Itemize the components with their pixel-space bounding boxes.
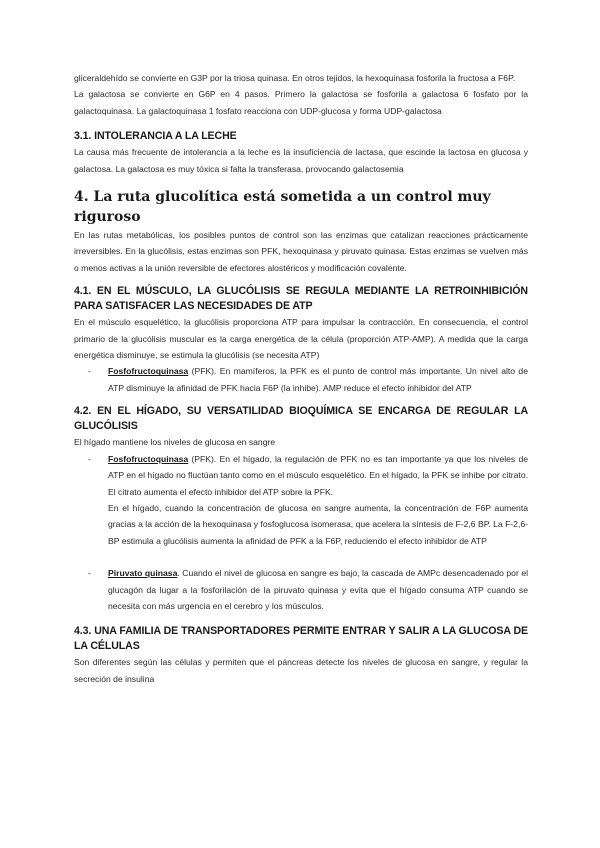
list-item	[74, 565, 528, 614]
bullet-dash: -	[88, 453, 91, 464]
section-4-2-text: El hígado mantiene los niveles de glucosa en sangre	[74, 437, 276, 448]
list-item	[74, 363, 528, 396]
bullet-dash: -	[88, 366, 91, 377]
document-page	[74, 70, 528, 687]
term-piruvato-quinasa: Piruvato quinasa	[108, 568, 178, 579]
list-item-continuation	[74, 500, 528, 549]
list-item	[74, 451, 528, 500]
section-4-1-text: En el músculo esquelético, la glucólisis proporciona ATP para impulsar la contracción. En consecuencia, el control primario de la glucólisis muscular es la carga energética de la célula (proporción ATP-AMP). A medida que la carga energética disminuye, se estimula la glucólisis (se necesita ATP)	[74, 317, 528, 361]
bullet-body	[108, 451, 528, 500]
section-4-3-heading: 4.3. UNA FAMILIA DE TRANSPORTADORES PERMITE ENTRAR Y SALIR A LA GLUCOSA DE LA CÉLULAS	[74, 625, 528, 653]
section-3-1-text: La causa más frecuente de intolerancia a la leche es la insuficiencia de lactasa, que escinde la lactosa en glucosa y galactosa. La galactosa es muy tóxica si falta la transferasa, provocando galactosemia	[74, 147, 528, 174]
bullet-text: (PFK). En el hígado, la regulación de PFK no es tan importante ya que los niveles de ATP en el hígado no fluctúan tanto como en el músculo esquelético. En el hígado, la PFK se inhibe por citrato. El citrato aumenta el efecto inhibidor del ATP sobre la PFK.	[108, 453, 528, 497]
bullet-body	[108, 363, 528, 396]
bullet-continuation-text: En el hígado, cuando la concentración de glucosa en sangre aumenta, la concentración de F6P aumenta gracias a la acción de la hexoquinasa y fosfoglucosa isomerasa, que acelera la síntesis de F-2,6 BP. La F-2,6-BP estimula a glucólisis aumenta la afinidad de PFK a la F6P, reduciendo el efecto inhibidor de ATP	[108, 502, 528, 546]
bullet-text: (PFK). En mamíferos, la PFK es el punto de control más importante. Un nivel alto de ATP disminuye la afinidad de PFK hacia F6P (la inhibe). AMP reduce el efecto inhibidor del ATP	[108, 366, 528, 393]
term-fosfofructoquinasa: Fosfofructoquinasa	[108, 366, 189, 377]
section-4-heading: 4. La ruta glucolítica está sometida a un control muy riguroso	[74, 189, 491, 226]
term-fosfofructoquinasa: Fosfofructoquinasa	[108, 453, 189, 464]
bullet-text: . Cuando el nivel de glucosa en sangre es bajo, la cascada de AMPc desencadenado por el glucagón da lugar a la fosforilación de la piruvato quinasa y evita que el hígado consuma ATP cuando se necesita con más urgencia en el cerebro y los músculos.	[108, 568, 529, 611]
bullet-dash: -	[88, 568, 91, 579]
section-4-text: En las rutas metabólicas, los posibles puntos de control son las enzimas que catalizan reacciones prácticamente irreversibles. En la glucólisis, estas enzimas son PFK, hexoquinasa y piruvato quinasa. Estas enzimas se vuelven más o menos activas a la unión reversible de efectores alostéricos y modificación covalente.	[74, 230, 528, 273]
section-4-2-heading: 4.2. EN EL HÍGADO, SU VERSATILIDAD BIOQUÍMICA SE ENCARGA DE REGULAR LA GLUCÓLISIS	[74, 405, 528, 433]
section-4-1-heading: 4.1. EN EL MÚSCULO, LA GLUCÓLISIS SE REGULA MEDIANTE LA RETROINHIBICIÓN PARA SATISFACER LAS NECESIDADES DE ATP	[74, 285, 528, 313]
intro-paragraph-2: La galactosa se convierte en G6P en 4 pasos. Primero la galactosa se fosforila a galactosa 6 fosfato por la galactoquinasa. La galactoquinasa 1 fosfato reacciona con UDP-glucosa y forma UDP-galactosa	[74, 89, 528, 116]
intro-paragraph-1: gliceraldehído se convierte en G3P por la triosa quinasa. En otros tejidos, la hexoquinasa fosforila la fructosa a F6P.	[74, 73, 516, 83]
section-3-1-heading: 3.1. INTOLERANCIA A LA LECHE	[74, 130, 237, 143]
section-4-3-text: Son diferentes según las células y permiten que el páncreas detecte los niveles de glucosa en sangre, y regular la secreción de insulina	[74, 657, 528, 684]
bullet-body	[108, 565, 528, 614]
